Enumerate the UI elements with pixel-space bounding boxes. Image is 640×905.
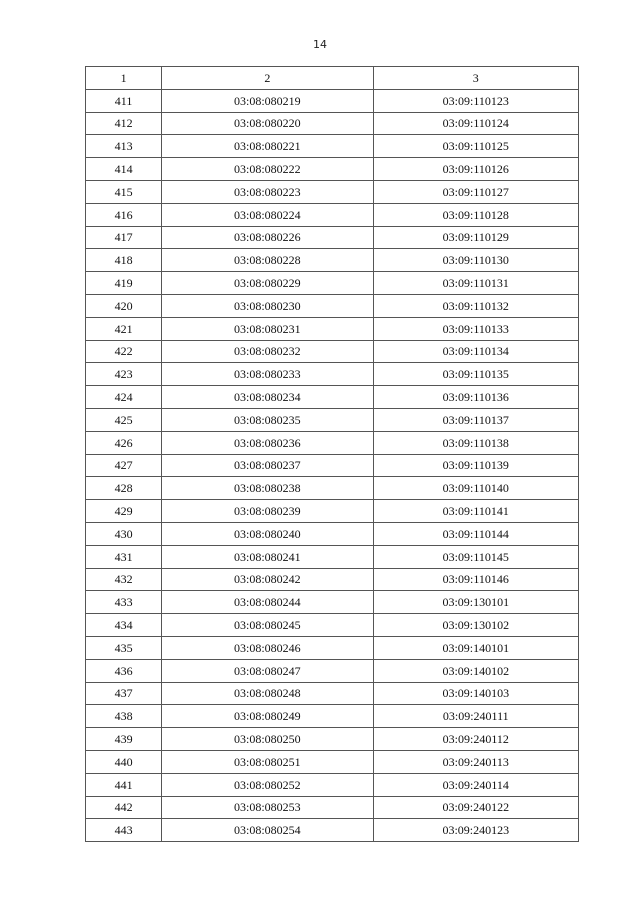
table-row [86, 363, 579, 386]
table-cell-col-1: 435 [86, 636, 162, 659]
table-cell-col-3: 03:09:130101 [373, 591, 578, 614]
table-row [86, 408, 579, 431]
table-row [86, 750, 579, 773]
column-header-1: 1 [86, 67, 162, 90]
table-cell-col-3: 03:09:110137 [373, 408, 578, 431]
table-cell-col-1: 437 [86, 682, 162, 705]
table-cell-col-1: 415 [86, 180, 162, 203]
table-cell-col-1: 425 [86, 408, 162, 431]
table-row [86, 500, 579, 523]
table-cell-col-1: 420 [86, 294, 162, 317]
table-cell-col-3: 03:09:110140 [373, 477, 578, 500]
table-row [86, 180, 579, 203]
table-cell-col-3: 03:09:140101 [373, 636, 578, 659]
table-cell-col-1: 440 [86, 750, 162, 773]
table-cell-col-2: 03:08:080249 [162, 705, 373, 728]
table-cell-col-1: 443 [86, 819, 162, 842]
table-cell-col-2: 03:08:080247 [162, 659, 373, 682]
table-row [86, 728, 579, 751]
table-row [86, 773, 579, 796]
table-body [86, 89, 579, 841]
column-header-3: 3 [373, 67, 578, 90]
table-cell-col-1: 436 [86, 659, 162, 682]
table-row [86, 112, 579, 135]
table-cell-col-1: 427 [86, 454, 162, 477]
data-table [85, 66, 579, 842]
table-cell-col-2: 03:08:080254 [162, 819, 373, 842]
table-row [86, 819, 579, 842]
table-row [86, 705, 579, 728]
table-row [86, 272, 579, 295]
table-cell-col-1: 422 [86, 340, 162, 363]
table-cell-col-2: 03:08:080220 [162, 112, 373, 135]
table-row [86, 682, 579, 705]
table-row [86, 454, 579, 477]
table-cell-col-1: 442 [86, 796, 162, 819]
table-cell-col-1: 424 [86, 386, 162, 409]
table-cell-col-2: 03:08:080230 [162, 294, 373, 317]
column-header-2: 2 [162, 67, 373, 90]
table-cell-col-3: 03:09:110135 [373, 363, 578, 386]
table-cell-col-2: 03:08:080232 [162, 340, 373, 363]
table-cell-col-2: 03:08:080239 [162, 500, 373, 523]
table-row [86, 386, 579, 409]
table-cell-col-2: 03:08:080251 [162, 750, 373, 773]
table-cell-col-2: 03:08:080241 [162, 545, 373, 568]
table-cell-col-1: 414 [86, 158, 162, 181]
table-cell-col-2: 03:08:080248 [162, 682, 373, 705]
table-row [86, 636, 579, 659]
table-cell-col-1: 421 [86, 317, 162, 340]
table-cell-col-1: 432 [86, 568, 162, 591]
table-cell-col-3: 03:09:130102 [373, 614, 578, 637]
table-cell-col-3: 03:09:110127 [373, 180, 578, 203]
table-cell-col-3: 03:09:110130 [373, 249, 578, 272]
table-cell-col-1: 441 [86, 773, 162, 796]
table-row [86, 226, 579, 249]
table-cell-col-3: 03:09:140103 [373, 682, 578, 705]
table-cell-col-1: 438 [86, 705, 162, 728]
table-cell-col-1: 433 [86, 591, 162, 614]
table-row [86, 294, 579, 317]
table-cell-col-3: 03:09:240113 [373, 750, 578, 773]
table-cell-col-2: 03:08:080224 [162, 203, 373, 226]
table-cell-col-2: 03:08:080235 [162, 408, 373, 431]
table-cell-col-1: 428 [86, 477, 162, 500]
table-row [86, 591, 579, 614]
table-cell-col-3: 03:09:110139 [373, 454, 578, 477]
table-cell-col-3: 03:09:240112 [373, 728, 578, 751]
table-cell-col-3: 03:09:110132 [373, 294, 578, 317]
table-cell-col-2: 03:08:080236 [162, 431, 373, 454]
table-cell-col-3: 03:09:110144 [373, 522, 578, 545]
table-row [86, 477, 579, 500]
table-cell-col-3: 03:09:110133 [373, 317, 578, 340]
table-cell-col-2: 03:08:080244 [162, 591, 373, 614]
table-cell-col-2: 03:08:080246 [162, 636, 373, 659]
table-cell-col-2: 03:08:080250 [162, 728, 373, 751]
table-row [86, 545, 579, 568]
table-row [86, 522, 579, 545]
table-row [86, 614, 579, 637]
table-cell-col-2: 03:08:080233 [162, 363, 373, 386]
table-cell-col-2: 03:08:080238 [162, 477, 373, 500]
table-cell-col-1: 430 [86, 522, 162, 545]
table-cell-col-2: 03:08:080219 [162, 89, 373, 112]
table-cell-col-3: 03:09:110129 [373, 226, 578, 249]
table-row [86, 568, 579, 591]
table-row [86, 431, 579, 454]
table-cell-col-2: 03:08:080237 [162, 454, 373, 477]
table-cell-col-1: 418 [86, 249, 162, 272]
table-cell-col-2: 03:08:080252 [162, 773, 373, 796]
table-cell-col-3: 03:09:110125 [373, 135, 578, 158]
table-cell-col-1: 423 [86, 363, 162, 386]
table-row [86, 249, 579, 272]
table-cell-col-1: 417 [86, 226, 162, 249]
table-row [86, 659, 579, 682]
table-cell-col-3: 03:09:140102 [373, 659, 578, 682]
table-cell-col-2: 03:08:080221 [162, 135, 373, 158]
table-cell-col-1: 411 [86, 89, 162, 112]
table-cell-col-1: 439 [86, 728, 162, 751]
table-cell-col-3: 03:09:240114 [373, 773, 578, 796]
table-cell-col-2: 03:08:080242 [162, 568, 373, 591]
table-cell-col-2: 03:08:080229 [162, 272, 373, 295]
table-cell-col-3: 03:09:110136 [373, 386, 578, 409]
table-row [86, 796, 579, 819]
table-cell-col-3: 03:09:110146 [373, 568, 578, 591]
table-row [86, 89, 579, 112]
table-cell-col-1: 416 [86, 203, 162, 226]
table-cell-col-1: 426 [86, 431, 162, 454]
table-cell-col-3: 03:09:110131 [373, 272, 578, 295]
table-cell-col-1: 419 [86, 272, 162, 295]
table-cell-col-2: 03:08:080223 [162, 180, 373, 203]
table-cell-col-1: 431 [86, 545, 162, 568]
table-cell-col-2: 03:08:080245 [162, 614, 373, 637]
table-row [86, 135, 579, 158]
table-cell-col-3: 03:09:110128 [373, 203, 578, 226]
table-cell-col-2: 03:08:080253 [162, 796, 373, 819]
table-cell-col-3: 03:09:110126 [373, 158, 578, 181]
table-cell-col-1: 434 [86, 614, 162, 637]
table-cell-col-3: 03:09:110124 [373, 112, 578, 135]
table-row [86, 203, 579, 226]
table-cell-col-3: 03:09:240123 [373, 819, 578, 842]
page-number: 14 [313, 38, 327, 51]
table-cell-col-3: 03:09:110138 [373, 431, 578, 454]
table-cell-col-2: 03:08:080234 [162, 386, 373, 409]
table-cell-col-3: 03:09:110123 [373, 89, 578, 112]
table-header-row [86, 67, 579, 90]
table-cell-col-3: 03:09:110145 [373, 545, 578, 568]
table-cell-col-3: 03:09:240111 [373, 705, 578, 728]
table-cell-col-2: 03:08:080228 [162, 249, 373, 272]
table-cell-col-2: 03:08:080240 [162, 522, 373, 545]
table-cell-col-3: 03:09:240122 [373, 796, 578, 819]
table-cell-col-3: 03:09:110134 [373, 340, 578, 363]
table-row [86, 158, 579, 181]
table-cell-col-2: 03:08:080226 [162, 226, 373, 249]
table-cell-col-2: 03:08:080231 [162, 317, 373, 340]
table-cell-col-2: 03:08:080222 [162, 158, 373, 181]
table-cell-col-1: 412 [86, 112, 162, 135]
table-row [86, 317, 579, 340]
table-row [86, 340, 579, 363]
table-cell-col-1: 429 [86, 500, 162, 523]
table-cell-col-3: 03:09:110141 [373, 500, 578, 523]
table-cell-col-1: 413 [86, 135, 162, 158]
